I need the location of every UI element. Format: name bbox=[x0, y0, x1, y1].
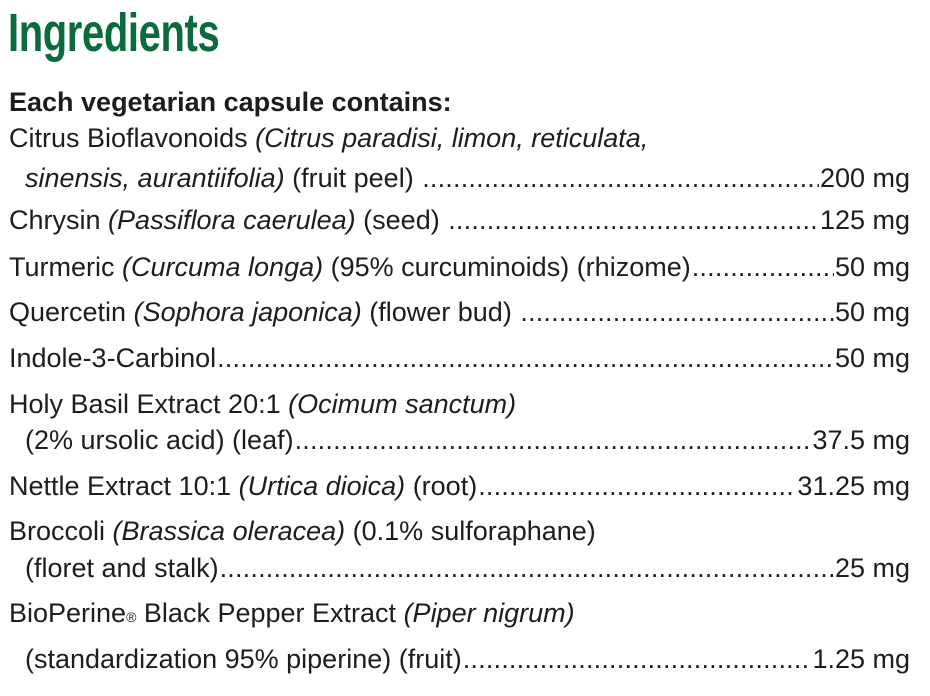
ingredient-amount: 200 mg bbox=[819, 163, 910, 193]
ingredient-amount: 50 mg bbox=[834, 297, 910, 327]
ingredient-nettle bbox=[9, 468, 910, 504]
ingredient-part: (root) bbox=[412, 471, 478, 501]
ingredient-turmeric bbox=[9, 249, 910, 285]
ingredient-name: Turmeric bbox=[9, 252, 115, 282]
ingredient-name: Quercetin bbox=[9, 297, 127, 327]
ingredient-latin: sinensis, aurantiifolia) bbox=[25, 163, 285, 193]
leader-dots bbox=[478, 468, 796, 504]
leader-dots bbox=[448, 202, 819, 238]
ingredient-part: (standardization 95% piperine) (fruit) bbox=[25, 644, 462, 674]
ingredient-latin: (Ocimum sanctum) bbox=[288, 389, 517, 419]
ingredient-broccoli-line1 bbox=[9, 513, 910, 549]
ingredient-name: Chrysin bbox=[9, 205, 101, 235]
ingredient-amount: 25 mg bbox=[834, 553, 910, 583]
ingredient-indole bbox=[9, 340, 910, 376]
ingredient-citrus-line1 bbox=[9, 120, 910, 156]
capsule-heading: Each vegetarian capsule contains: bbox=[9, 87, 452, 117]
ingredient-holy-basil-line1 bbox=[9, 386, 910, 422]
ingredient-name: Citrus Bioflavonoids bbox=[9, 123, 248, 153]
ingredient-amount: 50 mg bbox=[834, 252, 910, 282]
leader-dots bbox=[422, 160, 819, 196]
ingredient-name-rest: Black Pepper Extract bbox=[143, 598, 397, 628]
ingredient-quercetin bbox=[9, 294, 910, 330]
ingredient-part: (95% curcuminoids) (rhizome) bbox=[330, 252, 691, 282]
ingredient-part: (seed) bbox=[363, 205, 440, 235]
ingredient-bioperine-line2 bbox=[25, 641, 910, 677]
ingredient-name: Nettle Extract 10:1 bbox=[9, 471, 232, 501]
leader-dots bbox=[295, 422, 812, 458]
ingredient-name: BioPerine bbox=[9, 598, 127, 628]
ingredient-latin: (Piper nigrum) bbox=[403, 598, 575, 628]
leader-dots bbox=[520, 294, 834, 330]
ingredient-amount: 37.5 mg bbox=[812, 425, 910, 455]
leader-dots bbox=[692, 249, 834, 285]
ingredient-holy-basil-line2 bbox=[25, 422, 910, 458]
ingredient-citrus-line2 bbox=[25, 160, 910, 196]
ingredient-part: (flower bud) bbox=[369, 297, 512, 327]
ingredient-latin: (Passiflora caerulea) bbox=[108, 205, 356, 235]
ingredient-name: Indole-3-Carbinol bbox=[9, 343, 217, 373]
ingredient-part: (fruit peel) bbox=[292, 163, 414, 193]
ingredient-latin: (Brassica oleracea) bbox=[112, 516, 346, 546]
ingredient-amount: 31.25 mg bbox=[797, 471, 910, 501]
ingredient-latin: (Urtica dioica) bbox=[238, 471, 406, 501]
leader-dots bbox=[463, 641, 812, 677]
page-title: Ingredients bbox=[8, 3, 220, 63]
ingredient-latin: (Sophora japonica) bbox=[133, 297, 362, 327]
ingredient-part: (floret and stalk) bbox=[25, 553, 219, 583]
ingredient-name: Broccoli bbox=[9, 516, 106, 546]
ingredient-latin: (Citrus paradisi, limon, reticulata, bbox=[255, 123, 649, 153]
ingredient-amount: 125 mg bbox=[819, 205, 910, 235]
ingredient-chrysin bbox=[9, 202, 910, 238]
ingredient-name: Holy Basil Extract 20:1 bbox=[9, 389, 281, 419]
ingredient-part: (0.1% sulforaphane) bbox=[352, 516, 596, 546]
leader-dots bbox=[220, 550, 834, 586]
ingredient-amount: 50 mg bbox=[834, 343, 910, 373]
leader-dots bbox=[217, 340, 834, 376]
ingredient-part: (2% ursolic acid) (leaf) bbox=[25, 425, 294, 455]
ingredient-bioperine-line1: BioPerine ® Black Pepper Extract (Piper nigrum) bbox=[9, 595, 910, 631]
ingredient-amount: 1.25 mg bbox=[812, 644, 910, 674]
ingredient-broccoli-line2 bbox=[25, 550, 910, 586]
ingredient-latin: (Curcuma longa) bbox=[122, 252, 324, 282]
